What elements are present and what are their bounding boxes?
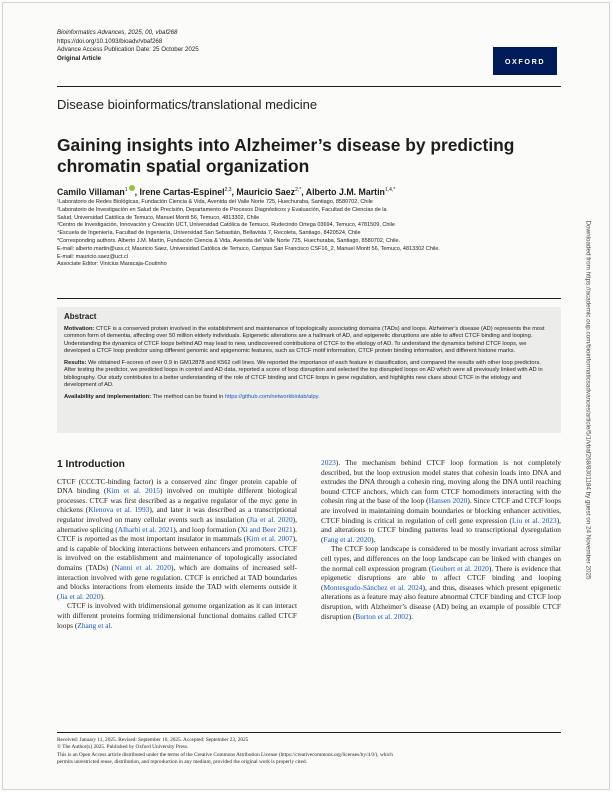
affiliations bbox=[57, 199, 561, 269]
citation-link[interactable]: 2023 bbox=[321, 458, 336, 467]
availability-label: Availability and implementation: bbox=[64, 393, 152, 400]
author-affil-sup: 1,4,* bbox=[384, 187, 396, 193]
corresponding-email-line: E-mail: alberto.martin@uss.cl; Mauricio Saez, Universidad Católica de Temuco, Campus San Francisco CSF16_2, Manuel Montt 56, Temuco, 4813302 Chile. bbox=[57, 245, 440, 252]
text-run: ), and later it was described as a transcriptional regulator involved on many cellular events such as insulation ( bbox=[57, 505, 297, 524]
text-run: ), and thus, diseases which present epigenetic alterations as a feature may also feature abnormal CTCF binding and CTCF loop disruption, with Alzheimer’s disease (AD) being an example of possible CTCF disruption ( bbox=[321, 582, 561, 621]
citation-link[interactable]: Zhang et al. bbox=[77, 620, 113, 630]
citation-link[interactable]: Liu et al. 2023 bbox=[511, 515, 557, 525]
doi-link[interactable]: https://doi.org/10.1093/bioadv/vbaf268 bbox=[57, 37, 163, 45]
citation-link[interactable]: Xi and Beer 2021 bbox=[240, 524, 293, 534]
article-type: Original Article bbox=[57, 54, 102, 62]
oxford-logo bbox=[493, 47, 557, 75]
paragraph bbox=[57, 601, 297, 630]
text-run: ). bbox=[100, 591, 105, 601]
section-heading: 1 Introduction bbox=[57, 459, 125, 470]
text-run: ), and loop formation ( bbox=[173, 524, 241, 534]
oxford-logo-text: OXFORD bbox=[504, 56, 546, 66]
citation-link[interactable]: Kim et al. 2015 bbox=[106, 486, 160, 496]
text-run: ). Since CTCF and CTCF loops are involved in maintaining domain boundaries or blocking enhancer activities, CTCF binding is critical in regulation of cell gene expression ( bbox=[321, 496, 561, 525]
dates-line: Received: January 11, 2025. Revised: September 16, 2025. Accepted: September 23, 2025 bbox=[57, 737, 249, 743]
author-list bbox=[57, 185, 395, 197]
author-name[interactable]: Camilo Villaman bbox=[57, 186, 125, 197]
affiliation-line: ³Centro de Investigación, Innovación y Creación UCT, Universidad Católica de Temuco, Rudecindo Ortega 03694, Temuco, 4781509, Chile bbox=[57, 222, 395, 229]
abstract-heading: Abstract bbox=[64, 312, 97, 321]
abstract-motivation bbox=[64, 326, 554, 356]
citation-link[interactable]: Jia et al. 2020 bbox=[249, 514, 293, 524]
author-separator: , bbox=[134, 186, 140, 197]
text-run: CTCF (CCCTC-binding factor) is a conserved zinc finger protein capable of DNA binding ( bbox=[57, 476, 297, 496]
corresponding-author-line: *Corresponding authors. Alberto J.M. Martin, Fundación Ciencia & Vida, Avenida del Valle Norte 725, Huechuraba, Santiago, 8580702, Chile. bbox=[57, 237, 401, 244]
author-affil-sup: 1 bbox=[124, 187, 128, 193]
author-affil-sup: 2,3 bbox=[224, 187, 232, 193]
associate-editor: Associate Editor: Vinicius Maracaja-Coutinho bbox=[57, 261, 167, 268]
text-run: ). There is evidence that epigenetic disruptions are able to affect CTCF binding and looping ( bbox=[321, 563, 561, 592]
citation-link[interactable]: Hansen 2020 bbox=[428, 496, 468, 506]
paragraph bbox=[321, 544, 561, 621]
affiliation-line: ⁴Escuela de Ingeniería, Facultad de Ingeniería, Universidad San Sebastián, Bellavista 7, Recoleta, Santiago, 8420524, Chile bbox=[57, 230, 361, 237]
citation-link[interactable]: Alharbi et al. 2021 bbox=[117, 524, 174, 534]
abstract-results bbox=[64, 360, 554, 390]
abstract-availability bbox=[64, 394, 554, 402]
text-run: ), and alterations to CTCF binding patterns lead to transcriptional dysregulation ( bbox=[321, 515, 562, 544]
results-text: We obtained F-scores of over 0.9 in GM12878 and K562 cell lines. We reported the importance of each feature in classification, and compared the results with other loop predictors. After testing the predictor, we predicted loops in control and AD data, reported a score of loop disruption and selected the top disrupted loops on AD which were all previously linked with AD in bibliography. Our study contributes to a better understanding of the role of CTCF binding and CTCF loops in gene regulation, and highlights new clues about CTCF in the etiology and development of AD. bbox=[64, 359, 543, 388]
affiliation-line: ²Laboratorio de Investigación en Salud de Precisión, Departamento de Procesos Diagnósticos y Evaluación, Facultad de Ciencias de la bbox=[57, 206, 387, 213]
results-label: Results: bbox=[64, 359, 87, 366]
citation-link[interactable]: Klenova et al. 1993 bbox=[88, 505, 150, 515]
license-line: This is an Open Access article distributed under the terms of the Creative Commons Attribution License (https://creativecommons.org/licenses/by/4.0/), which bbox=[57, 751, 393, 758]
author-affil-sup: 2,* bbox=[295, 187, 302, 193]
citation-link[interactable]: Fang et al. 2020 bbox=[323, 534, 372, 544]
paragraph bbox=[57, 477, 297, 602]
abstract-top-rule bbox=[57, 298, 561, 299]
motivation-label: Motivation: bbox=[64, 325, 95, 332]
advance-access-date: Advance Access Publication Date: 25 October 2025 bbox=[57, 46, 199, 54]
github-link[interactable]: https://github.com/networkbiolab/alpy. bbox=[224, 393, 320, 400]
affiliation-line: ¹Laboratorio de Redes Biológicas, Fundación Ciencia & Vida, Avenida del Valle Norte 725, Huechuraba, Santiago, 8580702, Chile bbox=[57, 199, 373, 205]
text-run: ). bbox=[371, 534, 376, 544]
citation-link[interactable]: Jia et al. 2020 bbox=[59, 591, 101, 601]
text-run: ). bbox=[408, 611, 413, 621]
motivation-text: CTCF is a conserved protein involved in the establishment and maintenance of topologically associating domains (TADs) and loops. Alzheimer’s disease (AD) represents the most common form of dementia, affecting over 50 million elderly individuals. Epigenetic alterations are a hallmark of AD, and epigenetic disruptions are able to affect CTCF binding and looping. Understanding the dynamics of CTCF loops behind AD may lead to new, undiscovered contributions of CTCF to the etiology of AD. To understand the dynamics behind CTCF loops, we developed a CTCF loop predictor using different genomic and epigenomic features, such as CTCF motif information, CTCF protein binding information, and different histone marks. bbox=[64, 325, 545, 354]
corresponding-email-line: E-mail: mauricio.saez@uct.cl bbox=[57, 253, 128, 260]
copyright-line: © The Author(s) 2025. Published by Oxford University Press. bbox=[57, 744, 189, 751]
citation-link[interactable]: Kim et al. 2007 bbox=[246, 534, 293, 544]
article-title: Gaining insights into Alzheimer’s disease by predicting chromatin spatial organization bbox=[57, 135, 515, 176]
journal-name: Bioinformatics Advances, 2025, 00, vbaf268 bbox=[57, 29, 178, 36]
author-name[interactable]: Irene Cartas-Espinel bbox=[139, 186, 225, 197]
text-run: ). CTCF is reported as the most important insulator in mammals ( bbox=[57, 524, 298, 544]
text-run: ), alternative splicing ( bbox=[57, 514, 297, 534]
abstract-box bbox=[57, 307, 561, 433]
text-run: ) involved on multiple different biological processes. CTCF was first described as a negative regulator of the myc gene in chickens ( bbox=[57, 486, 297, 515]
body-column-left bbox=[57, 460, 297, 630]
subject-category: Disease bioinformatics/translational medicine bbox=[57, 97, 318, 112]
journal-header bbox=[57, 29, 199, 63]
author-separator: , bbox=[301, 186, 306, 197]
text-run: The CTCF loop landscape is considered to be mostly invariant across similar cell types, and differences on the loop landscape can be linked with changes on the normal cell expression program ( bbox=[321, 544, 561, 573]
author-name[interactable]: Mauricio Saez bbox=[236, 186, 296, 197]
footer bbox=[57, 737, 561, 766]
author-name[interactable]: Alberto J.M. Martin bbox=[305, 186, 385, 197]
header-rule bbox=[57, 86, 561, 87]
citation-link[interactable]: Burton et al. 2002 bbox=[355, 611, 409, 621]
author-separator: , bbox=[231, 186, 237, 197]
availability-text: The method can be found in bbox=[152, 393, 224, 400]
license-line: permits unrestricted reuse, distribution, and reproduction in any medium, provided the original work is properly cited. bbox=[57, 758, 307, 765]
body-column-right bbox=[321, 458, 561, 621]
citation-link[interactable]: Montesgudo-Sánchez et al. 2024 bbox=[323, 582, 423, 592]
text-run: CTCF is involved with tridimensional genome organization as it can interact with different proteins forming tridimensional functional domains called CTCF loops ( bbox=[57, 601, 297, 630]
footer-rule bbox=[57, 732, 561, 733]
text-run: ), and is capable of blocking interactions between enhancers and promoters. CTCF is involved on the establishment and maintenance of topologically associated domains (TADs) ( bbox=[57, 534, 297, 572]
citation-link[interactable]: Geubert et al. 2020 bbox=[431, 563, 489, 573]
paragraph bbox=[321, 458, 561, 544]
citation-link[interactable]: Nanni et al. 2020 bbox=[114, 562, 171, 572]
text-run: ). The mechanism behind CTCF loop formation is not completely described, but the loop extrusion model states that cohesin loads into DNA and extrudes the DNA through a cohesin ring, moving along the DNA until reaching bound CTCF anchors, which can form CTCF homodimers interacting with the cohesin ring at the base of the loop ( bbox=[321, 458, 561, 506]
affiliation-line: Salud, Universidad Católica de Temuco, Manuel Montt 56, Temuco, 4813302, Chile bbox=[57, 214, 260, 221]
text-run: ), which are domains of increased self-interaction involved with gene regulation. CTCF is enriched at TAD boundaries and blocks interactions from elements inside the TAD with elements outside it ( bbox=[57, 562, 297, 601]
download-notice: Downloaded from https://academic.oup.com/bioinformaticsadvances/article/5/1/vbaf268/8301184 by guest on 24 November 2025 bbox=[584, 220, 592, 580]
